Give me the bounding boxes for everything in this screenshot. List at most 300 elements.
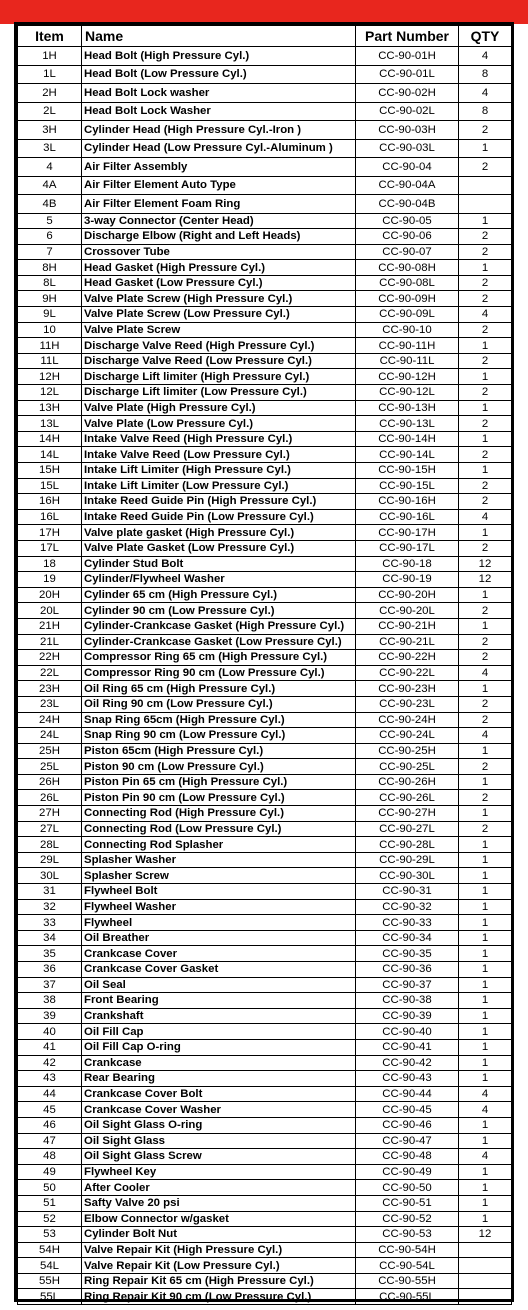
table-row <box>18 176 512 195</box>
cell-qty: 1 <box>459 837 512 853</box>
cell-qty: 4 <box>459 509 512 525</box>
cell-qty: 1 <box>459 1180 512 1196</box>
table-row <box>18 1258 512 1274</box>
cell-part-number: CC-90-22H <box>356 650 459 666</box>
cell-qty: 1 <box>459 1071 512 1087</box>
cell-item: 37 <box>18 977 82 993</box>
table-row <box>18 1289 512 1305</box>
cell-item: 15H <box>18 463 82 479</box>
cell-name: Oil Fill Cap <box>82 1024 356 1040</box>
cell-qty: 8 <box>459 102 512 121</box>
cell-qty: 1 <box>459 139 512 158</box>
cell-item: 4 <box>18 158 82 177</box>
cell-name: Crossover Tube <box>82 244 356 260</box>
cell-item: 12L <box>18 385 82 401</box>
cell-item: 21H <box>18 618 82 634</box>
table-row <box>18 743 512 759</box>
header-item: Item <box>18 26 82 47</box>
cell-item: 23H <box>18 681 82 697</box>
cell-name: Air Filter Assembly <box>82 158 356 177</box>
cell-qty: 12 <box>459 1227 512 1243</box>
cell-item: 32 <box>18 899 82 915</box>
cell-item: 55H <box>18 1273 82 1289</box>
cell-name: Safty Valve 20 psi <box>82 1195 356 1211</box>
cell-part-number: CC-90-50 <box>356 1180 459 1196</box>
cell-part-number: CC-90-44 <box>356 1086 459 1102</box>
cell-item: 50 <box>18 1180 82 1196</box>
cell-qty: 2 <box>459 275 512 291</box>
cell-qty: 2 <box>459 696 512 712</box>
cell-item: 16H <box>18 494 82 510</box>
cell-qty: 1 <box>459 1008 512 1024</box>
cell-part-number: CC-90-11L <box>356 353 459 369</box>
cell-qty: 4 <box>459 728 512 744</box>
cell-name: Flywheel Bolt <box>82 884 356 900</box>
cell-item: 27H <box>18 806 82 822</box>
cell-part-number: CC-90-10 <box>356 322 459 338</box>
cell-item: 17L <box>18 540 82 556</box>
cell-name: Head Bolt Lock Washer <box>82 102 356 121</box>
cell-part-number: CC-90-01L <box>356 65 459 84</box>
cell-part-number: CC-90-24L <box>356 728 459 744</box>
cell-part-number: CC-90-21H <box>356 618 459 634</box>
cell-qty: 4 <box>459 1102 512 1118</box>
table-row <box>18 1102 512 1118</box>
cell-item: 35 <box>18 946 82 962</box>
cell-name: Splasher Washer <box>82 852 356 868</box>
cell-part-number: CC-90-55H <box>356 1273 459 1289</box>
cell-name: Oil Sight Glass <box>82 1133 356 1149</box>
cell-name: Valve Plate Screw <box>82 322 356 338</box>
table-row <box>18 852 512 868</box>
cell-item: 16L <box>18 509 82 525</box>
cell-qty: 1 <box>459 1117 512 1133</box>
cell-item: 9H <box>18 291 82 307</box>
cell-item: 3H <box>18 121 82 140</box>
table-row <box>18 84 512 103</box>
cell-qty: 1 <box>459 868 512 884</box>
cell-part-number: CC-90-26L <box>356 790 459 806</box>
table-row <box>18 1211 512 1227</box>
cell-item: 9L <box>18 307 82 323</box>
cell-item: 8L <box>18 275 82 291</box>
cell-qty <box>459 1273 512 1289</box>
cell-name: 3-way Connector (Center Head) <box>82 213 356 229</box>
cell-name: Crankcase Cover <box>82 946 356 962</box>
table-row <box>18 260 512 276</box>
cell-item: 22L <box>18 665 82 681</box>
table-row <box>18 650 512 666</box>
table-row <box>18 494 512 510</box>
cell-name: Intake Valve Reed (Low Pressure Cyl.) <box>82 447 356 463</box>
cell-name: Head Bolt (Low Pressure Cyl.) <box>82 65 356 84</box>
cell-item: 25L <box>18 759 82 775</box>
table-row <box>18 884 512 900</box>
cell-item: 26H <box>18 774 82 790</box>
table-row <box>18 431 512 447</box>
cell-item: 48 <box>18 1149 82 1165</box>
cell-part-number: CC-90-16L <box>356 509 459 525</box>
cell-part-number: CC-90-52 <box>356 1211 459 1227</box>
cell-qty: 1 <box>459 977 512 993</box>
cell-name: Elbow Connector w/gasket <box>82 1211 356 1227</box>
cell-item: 3L <box>18 139 82 158</box>
cell-qty: 1 <box>459 587 512 603</box>
top-banner <box>0 0 528 24</box>
table-row <box>18 837 512 853</box>
cell-name: Valve Plate Screw (Low Pressure Cyl.) <box>82 307 356 323</box>
cell-name: Ring Repair Kit 65 cm (High Pressure Cyl.) <box>82 1273 356 1289</box>
cell-qty: 2 <box>459 229 512 245</box>
cell-name: Flywheel Key <box>82 1164 356 1180</box>
cell-qty: 2 <box>459 322 512 338</box>
cell-item: 45 <box>18 1102 82 1118</box>
table-row <box>18 369 512 385</box>
cell-qty: 1 <box>459 1024 512 1040</box>
cell-qty <box>459 1289 512 1305</box>
cell-item: 12H <box>18 369 82 385</box>
cell-item: 34 <box>18 930 82 946</box>
cell-part-number: CC-90-23H <box>356 681 459 697</box>
cell-qty: 4 <box>459 307 512 323</box>
cell-part-number: CC-90-33 <box>356 915 459 931</box>
table-row <box>18 728 512 744</box>
cell-qty: 2 <box>459 291 512 307</box>
cell-qty: 1 <box>459 962 512 978</box>
table-row <box>18 946 512 962</box>
cell-item: 29L <box>18 852 82 868</box>
cell-qty: 1 <box>459 884 512 900</box>
cell-part-number: CC-90-31 <box>356 884 459 900</box>
cell-name: Oil Fill Cap O-ring <box>82 1039 356 1055</box>
cell-name: Valve Plate Gasket (Low Pressure Cyl.) <box>82 540 356 556</box>
table-row <box>18 291 512 307</box>
cell-name: Snap Ring 90 cm (Low Pressure Cyl.) <box>82 728 356 744</box>
table-row <box>18 400 512 416</box>
table-row <box>18 915 512 931</box>
cell-part-number: CC-90-38 <box>356 993 459 1009</box>
cell-qty: 2 <box>459 158 512 177</box>
cell-name: Cylinder Head (High Pressure Cyl.-Iron ) <box>82 121 356 140</box>
cell-item: 39 <box>18 1008 82 1024</box>
cell-part-number: CC-90-34 <box>356 930 459 946</box>
cell-qty: 4 <box>459 84 512 103</box>
table-row <box>18 463 512 479</box>
cell-item: 44 <box>18 1086 82 1102</box>
table-row <box>18 634 512 650</box>
cell-item: 20L <box>18 603 82 619</box>
cell-part-number: CC-90-12H <box>356 369 459 385</box>
cell-item: 36 <box>18 962 82 978</box>
cell-item: 10 <box>18 322 82 338</box>
cell-part-number: CC-90-06 <box>356 229 459 245</box>
cell-qty: 2 <box>459 821 512 837</box>
table-row <box>18 790 512 806</box>
cell-name: Intake Lift Limiter (Low Pressure Cyl.) <box>82 478 356 494</box>
table-row <box>18 977 512 993</box>
parts-list-sheet <box>14 22 514 1302</box>
cell-item: 25H <box>18 743 82 759</box>
table-row <box>18 121 512 140</box>
cell-qty: 1 <box>459 1133 512 1149</box>
table-row <box>18 1273 512 1289</box>
cell-qty: 1 <box>459 463 512 479</box>
cell-item: 22H <box>18 650 82 666</box>
table-row <box>18 572 512 588</box>
cell-name: Oil Breather <box>82 930 356 946</box>
cell-part-number: CC-90-27H <box>356 806 459 822</box>
table-row <box>18 1227 512 1243</box>
cell-item: 17H <box>18 525 82 541</box>
cell-part-number: CC-90-54L <box>356 1258 459 1274</box>
cell-part-number: CC-90-22L <box>356 665 459 681</box>
cell-name: Discharge Lift limiter (High Pressure Cyl.) <box>82 369 356 385</box>
cell-name: Cylinder Head (Low Pressure Cyl.-Aluminum ) <box>82 139 356 158</box>
table-row <box>18 322 512 338</box>
cell-item: 13H <box>18 400 82 416</box>
cell-item: 11L <box>18 353 82 369</box>
cell-item: 20H <box>18 587 82 603</box>
cell-item: 13L <box>18 416 82 432</box>
cell-qty: 1 <box>459 213 512 229</box>
cell-name: Cylinder 65 cm (High Pressure Cyl.) <box>82 587 356 603</box>
cell-item: 43 <box>18 1071 82 1087</box>
cell-part-number: CC-90-15L <box>356 478 459 494</box>
cell-item: 26L <box>18 790 82 806</box>
cell-name: Crankcase <box>82 1055 356 1071</box>
cell-part-number: CC-90-55L <box>356 1289 459 1305</box>
table-row <box>18 139 512 158</box>
cell-item: 54H <box>18 1242 82 1258</box>
cell-name: Crankcase Cover Gasket <box>82 962 356 978</box>
cell-name: Air Filter Element Auto Type <box>82 176 356 195</box>
cell-item: 52 <box>18 1211 82 1227</box>
table-row <box>18 1071 512 1087</box>
header-qty: QTY <box>459 26 512 47</box>
cell-name: Intake Lift Limiter (High Pressure Cyl.) <box>82 463 356 479</box>
cell-name: Head Gasket (High Pressure Cyl.) <box>82 260 356 276</box>
cell-qty: 2 <box>459 540 512 556</box>
table-row <box>18 774 512 790</box>
cell-item: 23L <box>18 696 82 712</box>
cell-qty: 1 <box>459 525 512 541</box>
table-row <box>18 1180 512 1196</box>
table-row <box>18 338 512 354</box>
cell-part-number: CC-90-42 <box>356 1055 459 1071</box>
table-row <box>18 665 512 681</box>
cell-part-number: CC-90-46 <box>356 1117 459 1133</box>
cell-qty: 2 <box>459 353 512 369</box>
cell-name: Ring Repair Kit 90 cm (Low Pressure Cyl.) <box>82 1289 356 1305</box>
cell-item: 51 <box>18 1195 82 1211</box>
cell-part-number: CC-90-12L <box>356 385 459 401</box>
table-row <box>18 806 512 822</box>
cell-name: Snap Ring 65cm (High Pressure Cyl.) <box>82 712 356 728</box>
table-row <box>18 1195 512 1211</box>
table-row <box>18 195 512 214</box>
cell-item: 4B <box>18 195 82 214</box>
table-row <box>18 681 512 697</box>
cell-qty: 1 <box>459 338 512 354</box>
cell-qty: 2 <box>459 634 512 650</box>
cell-part-number: CC-90-40 <box>356 1024 459 1040</box>
cell-part-number: CC-90-49 <box>356 1164 459 1180</box>
cell-item: 15L <box>18 478 82 494</box>
cell-qty: 4 <box>459 1149 512 1165</box>
cell-name: Head Bolt (High Pressure Cyl.) <box>82 47 356 66</box>
cell-qty: 1 <box>459 618 512 634</box>
cell-qty: 2 <box>459 121 512 140</box>
cell-item: 24H <box>18 712 82 728</box>
cell-name: Rear Bearing <box>82 1071 356 1087</box>
cell-item: 5 <box>18 213 82 229</box>
table-row <box>18 556 512 572</box>
table-row <box>18 759 512 775</box>
cell-qty: 1 <box>459 852 512 868</box>
cell-qty: 8 <box>459 65 512 84</box>
cell-name: Head Gasket (Low Pressure Cyl.) <box>82 275 356 291</box>
table-row <box>18 930 512 946</box>
cell-item: 4A <box>18 176 82 195</box>
cell-qty <box>459 195 512 214</box>
cell-part-number: CC-90-47 <box>356 1133 459 1149</box>
cell-part-number: CC-90-04 <box>356 158 459 177</box>
table-row <box>18 899 512 915</box>
cell-part-number: CC-90-23L <box>356 696 459 712</box>
cell-item: 33 <box>18 915 82 931</box>
cell-item: 18 <box>18 556 82 572</box>
table-row <box>18 1242 512 1258</box>
cell-part-number: CC-90-53 <box>356 1227 459 1243</box>
cell-part-number: CC-90-08H <box>356 260 459 276</box>
cell-part-number: CC-90-02H <box>356 84 459 103</box>
cell-name: Valve plate gasket (High Pressure Cyl.) <box>82 525 356 541</box>
cell-item: 49 <box>18 1164 82 1180</box>
cell-item: 14L <box>18 447 82 463</box>
cell-qty: 2 <box>459 790 512 806</box>
cell-part-number: CC-90-45 <box>356 1102 459 1118</box>
cell-item: 14H <box>18 431 82 447</box>
table-row <box>18 385 512 401</box>
table-row <box>18 509 512 525</box>
cell-name: Flywheel <box>82 915 356 931</box>
cell-qty: 1 <box>459 1039 512 1055</box>
cell-part-number: CC-90-36 <box>356 962 459 978</box>
cell-name: Piston 90 cm (Low Pressure Cyl.) <box>82 759 356 775</box>
cell-item: 55L <box>18 1289 82 1305</box>
cell-qty: 2 <box>459 244 512 260</box>
cell-qty: 1 <box>459 1211 512 1227</box>
cell-name: Compressor Ring 90 cm (Low Pressure Cyl.) <box>82 665 356 681</box>
cell-qty: 1 <box>459 993 512 1009</box>
cell-qty: 1 <box>459 1164 512 1180</box>
table-row <box>18 229 512 245</box>
cell-name: Oil Sight Glass O-ring <box>82 1117 356 1133</box>
cell-part-number: CC-90-43 <box>356 1071 459 1087</box>
cell-item: 31 <box>18 884 82 900</box>
cell-qty: 2 <box>459 416 512 432</box>
cell-part-number: CC-90-51 <box>356 1195 459 1211</box>
cell-name: Cylinder Bolt Nut <box>82 1227 356 1243</box>
cell-part-number: CC-90-17L <box>356 540 459 556</box>
table-row <box>18 1024 512 1040</box>
cell-name: Discharge Valve Reed (High Pressure Cyl.) <box>82 338 356 354</box>
cell-item: 1H <box>18 47 82 66</box>
cell-name: Air Filter Element Foam Ring <box>82 195 356 214</box>
cell-part-number: CC-90-11H <box>356 338 459 354</box>
cell-name: Oil Ring 65 cm (High Pressure Cyl.) <box>82 681 356 697</box>
cell-part-number: CC-90-37 <box>356 977 459 993</box>
cell-name: Compressor Ring 65 cm (High Pressure Cyl.) <box>82 650 356 666</box>
table-row <box>18 618 512 634</box>
cell-name: Connecting Rod Splasher <box>82 837 356 853</box>
cell-part-number: CC-90-26H <box>356 774 459 790</box>
cell-name: After Cooler <box>82 1180 356 1196</box>
cell-part-number: CC-90-02L <box>356 102 459 121</box>
cell-item: 30L <box>18 868 82 884</box>
cell-part-number: CC-90-27L <box>356 821 459 837</box>
cell-part-number: CC-90-24H <box>356 712 459 728</box>
cell-name: Connecting Rod (High Pressure Cyl.) <box>82 806 356 822</box>
cell-item: 21L <box>18 634 82 650</box>
cell-qty: 1 <box>459 915 512 931</box>
table-row <box>18 993 512 1009</box>
table-row <box>18 478 512 494</box>
cell-name: Oil Seal <box>82 977 356 993</box>
cell-name: Discharge Lift limiter (Low Pressure Cyl.) <box>82 385 356 401</box>
table-row <box>18 1086 512 1102</box>
cell-qty: 2 <box>459 712 512 728</box>
cell-name: Discharge Elbow (Right and Left Heads) <box>82 229 356 245</box>
cell-part-number: CC-90-09H <box>356 291 459 307</box>
cell-qty <box>459 176 512 195</box>
cell-item: 27L <box>18 821 82 837</box>
cell-qty: 1 <box>459 681 512 697</box>
table-row <box>18 158 512 177</box>
cell-part-number: CC-90-14L <box>356 447 459 463</box>
table-row <box>18 712 512 728</box>
table-row <box>18 65 512 84</box>
cell-part-number: CC-90-16H <box>356 494 459 510</box>
cell-qty: 1 <box>459 1195 512 1211</box>
table-row <box>18 962 512 978</box>
cell-part-number: CC-90-09L <box>356 307 459 323</box>
table-row <box>18 244 512 260</box>
cell-item: 24L <box>18 728 82 744</box>
cell-name: Intake Valve Reed (High Pressure Cyl.) <box>82 431 356 447</box>
cell-name: Splasher Screw <box>82 868 356 884</box>
table-row <box>18 275 512 291</box>
cell-part-number: CC-90-25L <box>356 759 459 775</box>
table-row <box>18 1133 512 1149</box>
cell-qty: 2 <box>459 385 512 401</box>
cell-qty: 1 <box>459 743 512 759</box>
cell-part-number: CC-90-03L <box>356 139 459 158</box>
table-row <box>18 1164 512 1180</box>
table-row <box>18 587 512 603</box>
cell-part-number: CC-90-13L <box>356 416 459 432</box>
cell-item: 19 <box>18 572 82 588</box>
cell-qty: 1 <box>459 431 512 447</box>
cell-name: Connecting Rod (Low Pressure Cyl.) <box>82 821 356 837</box>
cell-qty <box>459 1258 512 1274</box>
cell-part-number: CC-90-15H <box>356 463 459 479</box>
cell-part-number: CC-90-29L <box>356 852 459 868</box>
cell-item: 54L <box>18 1258 82 1274</box>
cell-part-number: CC-90-32 <box>356 899 459 915</box>
table-row <box>18 1117 512 1133</box>
cell-name: Piston Pin 65 cm (High Pressure Cyl.) <box>82 774 356 790</box>
